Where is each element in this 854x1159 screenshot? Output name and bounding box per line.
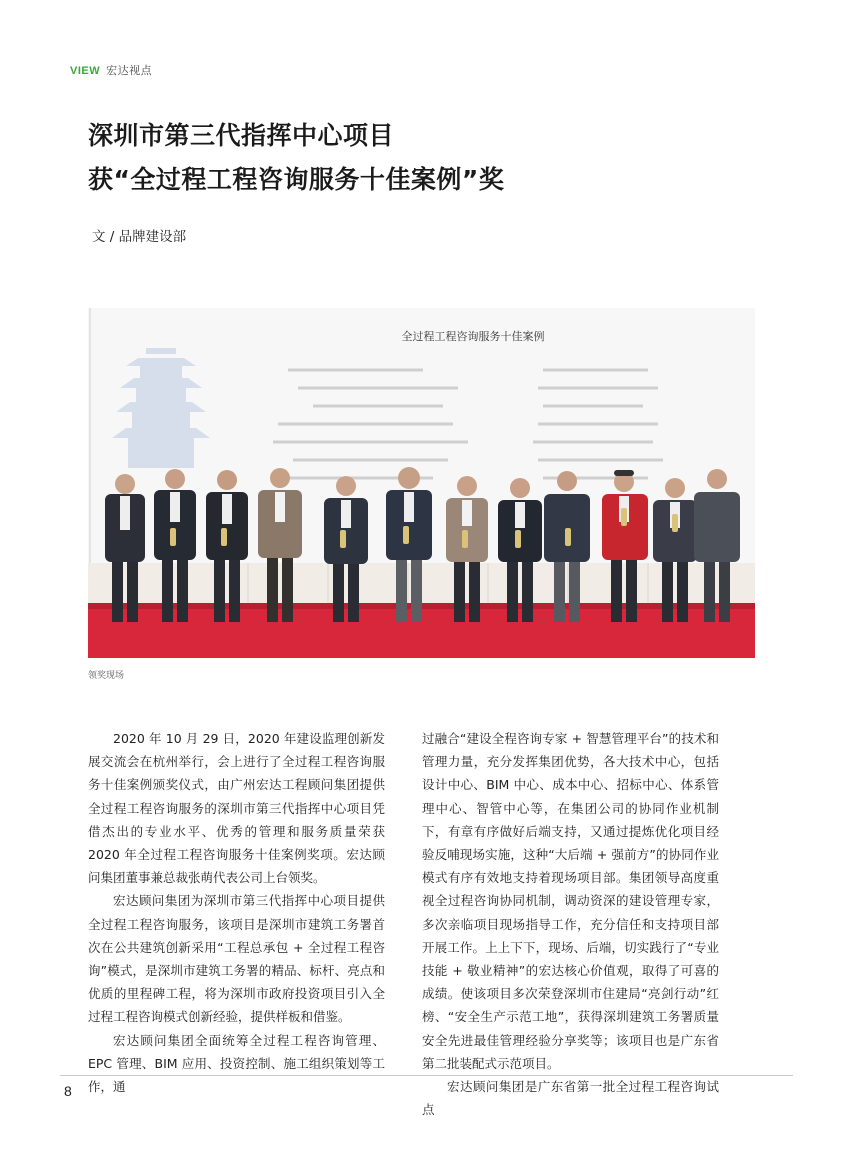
body-column-right: [422, 727, 719, 1121]
photo-caption: 领奖现场: [88, 671, 125, 681]
award-ceremony-photo: [88, 308, 755, 658]
article-author: 文 / 品牌建设部: [92, 229, 187, 245]
article-title-line-2: 获“全过程工程咨询服务十佳案例”奖: [88, 165, 505, 194]
section-tag-label: 宏达视点: [106, 64, 153, 77]
body-column-left: [88, 727, 385, 1098]
paragraph: 宏达顾问集团全面统筹全过程工程咨询管理、EPC 管理、BIM 应用、投资控制、施工组织策划等工作，通: [88, 1032, 385, 1095]
section-tag: [70, 62, 152, 78]
page-number: 8: [64, 1083, 72, 1099]
paragraph: 过融合“建设全程咨询专家 + 智慧管理平台”的技术和管理力量，充分发挥集团优势，各大技术中心，包括设计中心、BIM 中心、成本中心、招标中心、体系管理中心、智管中心等，在集团公司的协同作业机制下，有章有序做好后端支持，又通过提炼优化项目经验反哺现场实施，这种“大后端 + 强前方”的协同作业模式有序有效地支持着现场项目部。集团领导高度重视全过程咨询协同机制，调动资深的建设管理专家，多次亲临项目现场指导工作，充分信任和支持项目部开展工作。上上下下，现场、后端，切实践行了“专业技能 + 敬业精神”的宏达核心价值观，取得了可喜的成绩。使该项目多次荣登深圳市住建局“亮剑行动”红榜、“安全生产示范工地”，获得深圳建筑工务署质量安全先进最佳管理经验分享奖等；该项目也是广东省第二批装配式示范项目。: [422, 731, 719, 1071]
screen-title: 全过程工程咨询服务十佳案例: [401, 330, 545, 343]
footer-rule: [60, 1075, 793, 1076]
paragraph: 宏达顾问集团是广东省第一批全过程工程咨询试点: [422, 1079, 719, 1118]
article-title: [88, 114, 504, 202]
article-title-line-1: 深圳市第三代指挥中心项目: [88, 121, 395, 150]
paragraph: 2020 年 10 月 29 日，2020 年建设监理创新发展交流会在杭州举行，会上进行了全过程工程咨询服务十佳案例颁奖仪式，由广州宏达工程顾问集团提供全过程工程咨询服务的深圳市第三代指挥中心项目凭借杰出的专业水平、优秀的管理和服务质量荣获 2020 年全过程工程咨询服务十佳案例奖项。宏达顾问集团董事兼总裁张萌代表公司上台领奖。: [88, 731, 385, 886]
section-tag-view: VIEW: [70, 65, 101, 77]
paragraph: 宏达顾问集团为深圳市第三代指挥中心项目提供全过程工程咨询服务，该项目是深圳市建筑工务署首次在公共建筑创新采用“工程总承包 + 全过程工程咨询”模式，是深圳市建筑工务署的精品、标杆、亮点和优质的里程碑工程，将为深圳市政府投资项目引入全过程工程咨询模式创新经验，提供样板和借鉴。: [88, 893, 385, 1025]
